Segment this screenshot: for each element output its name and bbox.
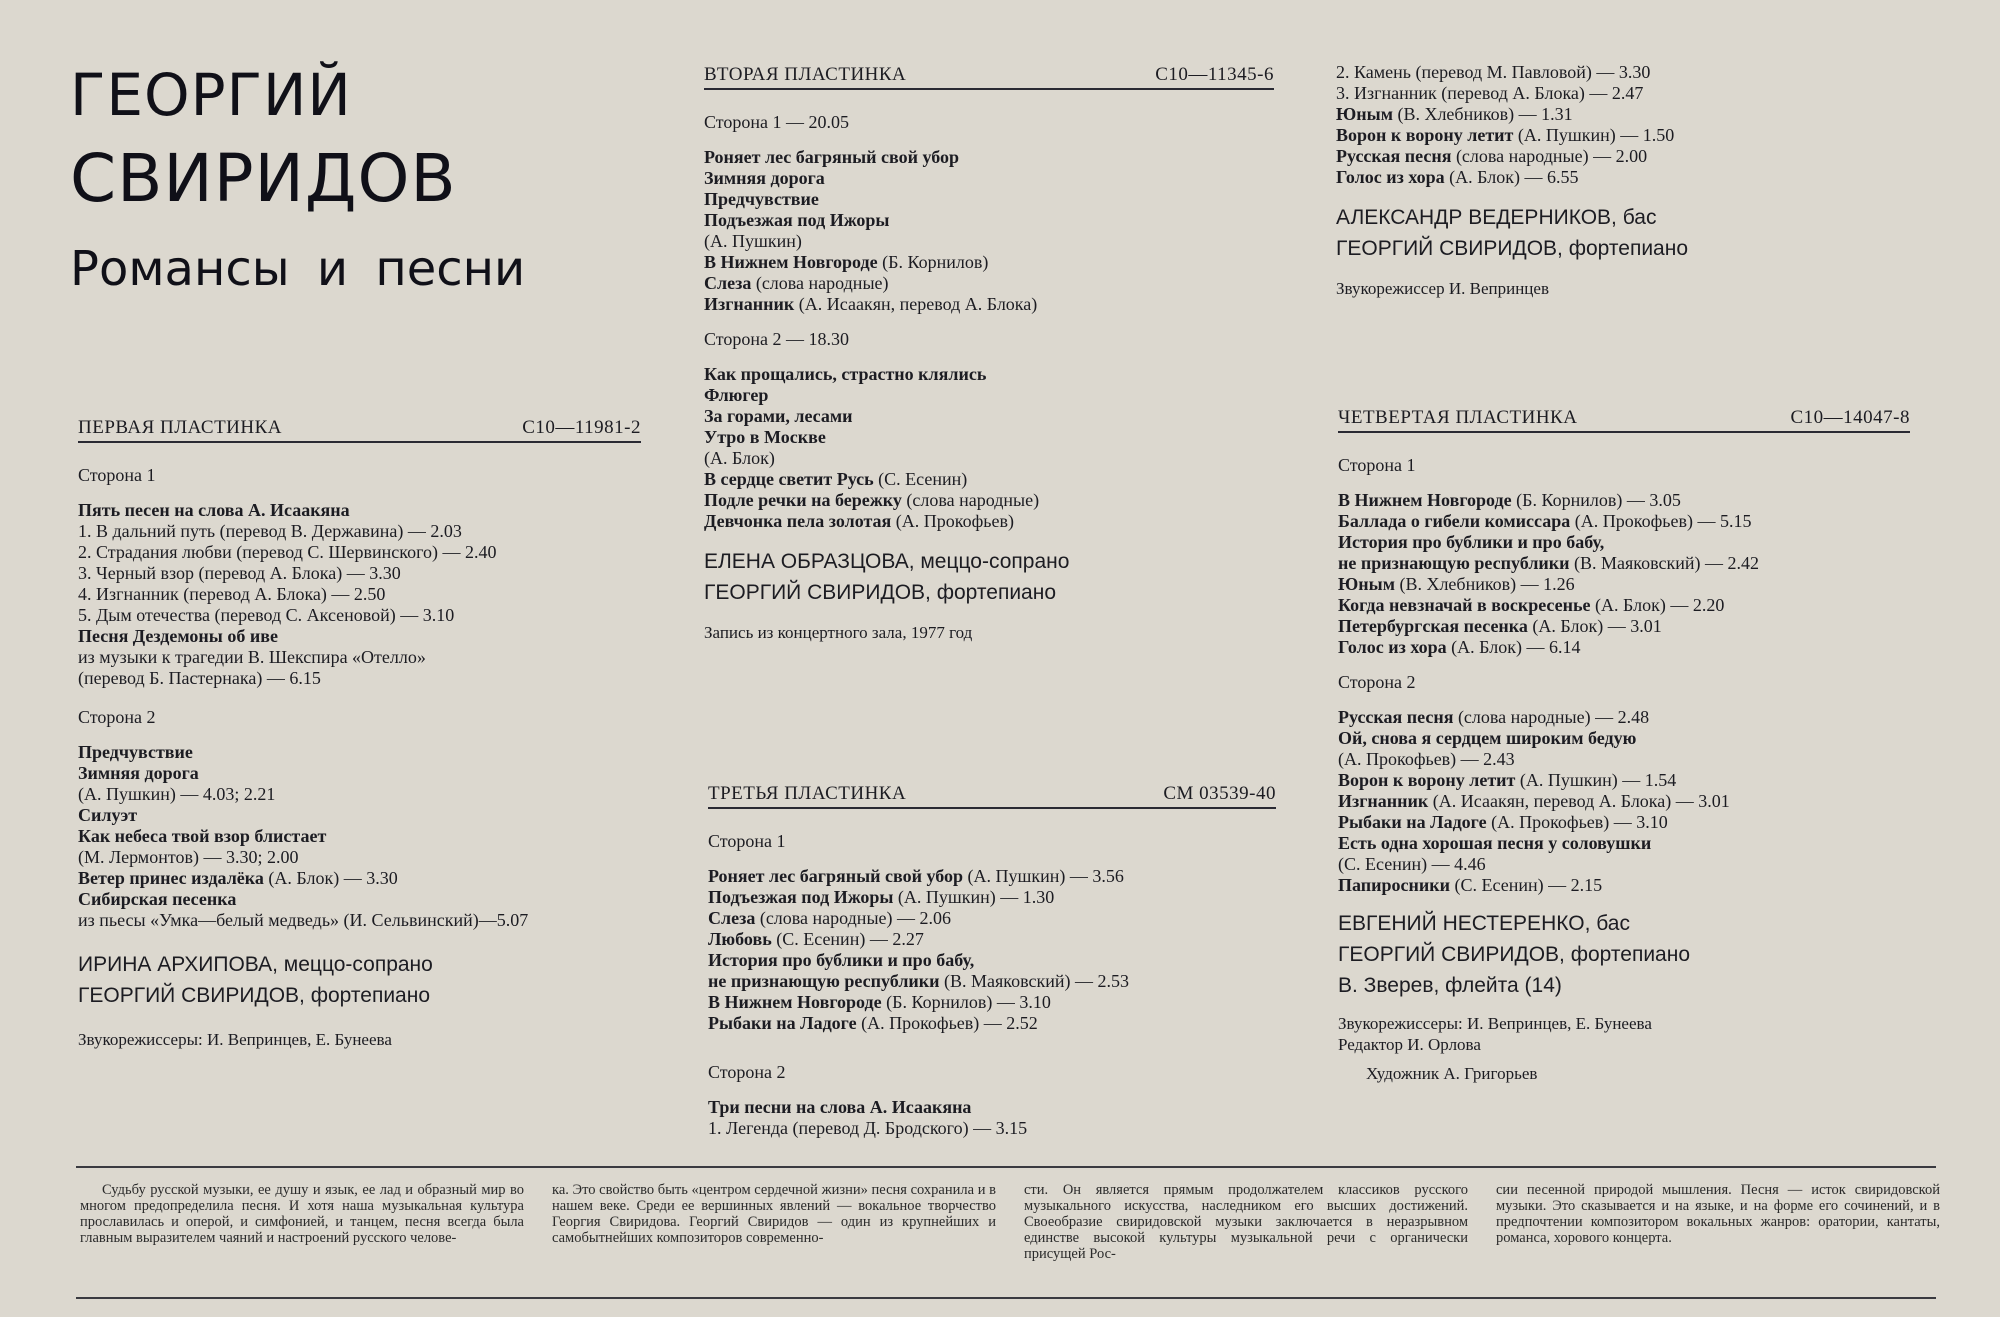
track-title: Сибирская песенка [78, 889, 237, 909]
track-details: (А. Блок) — 3.30 [263, 868, 398, 888]
track-line [708, 929, 1276, 950]
track-title: Папиросники [1338, 875, 1450, 895]
track-details: (слова народные) — 2.00 [1451, 146, 1648, 166]
track-line [78, 668, 641, 689]
track-details: из пьесы «Умка—белый медведь» (И. Сельвинский)—5.07 [78, 910, 529, 930]
track-title: Зимняя дорога [704, 168, 825, 188]
side-1-tracklist [78, 500, 641, 689]
track-title: Русская песня [1338, 707, 1454, 727]
track-line [78, 868, 641, 889]
track-title: Изгнанник [704, 294, 795, 314]
track-title: Флюгер [704, 385, 769, 405]
track-line [1338, 553, 1910, 574]
performer-role: , фортепиано [925, 581, 1057, 604]
track-line [78, 605, 641, 626]
track-line [1338, 574, 1910, 595]
track-line [1338, 637, 1910, 658]
track-line [704, 147, 1274, 168]
track-line [78, 784, 641, 805]
disc-label: ПЕРВАЯ ПЛАСТИНКА [78, 417, 283, 438]
track-line [704, 448, 1274, 469]
track-title: Силуэт [78, 805, 138, 825]
track-details: (А. Прокофьев) [891, 511, 1014, 531]
performers [1336, 202, 1916, 264]
track-title: Ветер принес издалёка [78, 868, 264, 888]
track-line [708, 866, 1276, 887]
performer-name: ГЕОРГИЙ СВИРИДОВ [78, 984, 300, 1007]
performer-role: , бас [1611, 206, 1657, 229]
track-title: не признающую республики [1338, 553, 1570, 573]
track-title: Предчувствие [704, 189, 819, 209]
track-line [708, 971, 1276, 992]
track-line [78, 889, 641, 910]
track-line [1338, 595, 1910, 616]
track-title: Юным [1338, 574, 1395, 594]
track-line [708, 908, 1276, 929]
side-2-tracklist [1338, 707, 1910, 896]
track-title: Петербургская песенка [1338, 616, 1528, 636]
track-title: Юным [1336, 104, 1393, 124]
track-details: (А. Пушкин) — 4.03; 2.21 [78, 784, 276, 804]
track-title: Ворон к ворону летит [1338, 770, 1516, 790]
track-details: (С. Есенин) — 2.27 [771, 929, 924, 949]
catalog-number: С10—11981-2 [522, 417, 641, 438]
track-line [708, 992, 1276, 1013]
track-details: (А. Блок) — 2.20 [1590, 595, 1725, 615]
performer-name: ИРИНА АРХИПОВА [78, 953, 273, 976]
disc-label: ТРЕТЬЯ ПЛАСТИНКА [708, 783, 907, 804]
track-title: Роняет лес багряный свой убор [708, 866, 963, 886]
disc-label: ВТОРАЯ ПЛАСТИНКА [704, 64, 907, 85]
track-title: Изгнанник [1338, 791, 1429, 811]
track-line [708, 1013, 1276, 1034]
track-line [1338, 875, 1910, 896]
essay-column-3: сти. Он является прямым продолжателем классиков русского музыкального искусства, наследником его высших достижений. Своеобразие свиридовской музыки заключается в неразрывном единстве высокой культуры музыкальной речи с органически присущей Рос- [1024, 1182, 1468, 1262]
track-details: (слова народные) — 2.48 [1453, 707, 1650, 727]
track-details: 2. Камень (перевод М. Павловой) — 3.30 [1336, 62, 1651, 82]
track-line [1336, 167, 1916, 188]
track-line [704, 385, 1274, 406]
track-line [704, 294, 1274, 315]
side-1-tracklist [704, 147, 1274, 315]
track-title: Голос из хора [1336, 167, 1445, 187]
track-details: 2. Страдания любви (перевод С. Шервинского) — 2.40 [78, 542, 497, 562]
track-line [1338, 707, 1910, 728]
track-details: 3. Изгнанник (перевод А. Блока) — 2.47 [1336, 83, 1644, 103]
side-2-tracklist [78, 742, 641, 931]
performer-role: , меццо-сопрано [908, 550, 1070, 573]
track-details: (А. Блок) — 6.14 [1446, 637, 1581, 657]
track-title: Рыбаки на Ладоге [1338, 812, 1487, 832]
track-line [704, 490, 1274, 511]
track-line [708, 950, 1276, 971]
track-line [1338, 616, 1910, 637]
track-line [1338, 749, 1910, 770]
performer-name: ГЕОРГИЙ СВИРИДОВ [704, 581, 926, 604]
track-line [1338, 812, 1910, 833]
track-title: Есть одна хорошая песня у соловушки [1338, 833, 1652, 853]
side-2-label: Сторона 2 [78, 707, 156, 727]
track-title: История про бублики и про бабу, [708, 950, 975, 970]
side-1-label: Сторона 1 [1338, 455, 1416, 475]
track-details: (А. Пушкин) — 1.50 [1513, 125, 1675, 145]
track-line [1338, 833, 1910, 854]
track-line [78, 584, 641, 605]
track-title: Слеза [708, 908, 756, 928]
track-line [78, 500, 641, 521]
track-line [78, 763, 641, 784]
track-line [704, 511, 1274, 532]
performers [1338, 908, 1910, 1001]
track-line [704, 427, 1274, 448]
track-details: (А. Прокофьев) — 5.15 [1570, 511, 1752, 531]
performer-name: ЕВГЕНИЙ НЕСТЕРЕНКО [1338, 912, 1585, 935]
side-1-label: Сторона 1 — 20.05 [704, 112, 850, 132]
disc-2-section [704, 64, 1274, 643]
track-details: (А. Пушкин) — 1.30 [893, 887, 1055, 907]
track-line [704, 210, 1274, 231]
performer-role: , фортепиано [1559, 943, 1691, 966]
track-title: В Нижнем Новгороде [704, 252, 878, 272]
track-line [1338, 511, 1910, 532]
track-details: (Б. Корнилов) — 3.10 [881, 992, 1051, 1012]
essay-bottom-rule [76, 1297, 1936, 1299]
track-details: (А. Пушкин) — 3.56 [963, 866, 1124, 886]
disc-3-continued [1336, 62, 1916, 299]
track-title: Подъезжая под Ижоры [704, 210, 890, 230]
performers [78, 949, 641, 1011]
performer-role: , фортепиано [299, 984, 431, 1007]
track-details: (В. Хлебников) — 1.31 [1392, 104, 1573, 124]
disc-2-header [704, 64, 1274, 90]
track-details: (А. Прокофьев) — 2.43 [1338, 749, 1515, 769]
disc-1-header [78, 417, 641, 443]
track-line [1336, 104, 1916, 125]
performer-role: , меццо-сопрано [272, 953, 433, 976]
track-details: (слова народные) [901, 490, 1040, 510]
track-line [78, 847, 641, 868]
track-title: Когда невзначай в воскресенье [1338, 595, 1591, 615]
album-title: Романсы и песни [70, 241, 526, 297]
performers [704, 546, 1274, 608]
track-title: Любовь [708, 929, 772, 949]
track-line [1338, 854, 1910, 875]
credits [1338, 1013, 1910, 1084]
track-details: (перевод Б. Пастернака) — 6.15 [78, 668, 321, 688]
track-title: Русская песня [1336, 146, 1452, 166]
side-2-tracklist-part-1 [708, 1097, 1276, 1139]
essay-column-2: ка. Это свойство быть «центром сердечной жизни» песня сохранила и в нашем веке. Среди ее вершинных явлений — вокальное творчество Георгия Свиридова. Георгий Свиридов — один из крупнейших и самобытнейших композиторов современно- [552, 1182, 996, 1246]
track-title: Песня Дездемоны об иве [78, 626, 278, 646]
composer-first-name: ГЕОРГИЙ [70, 61, 352, 129]
side-1-tracklist [1338, 490, 1910, 658]
track-line [704, 168, 1274, 189]
track-details: 4. Изгнанник (перевод А. Блока) — 2.50 [78, 584, 386, 604]
track-line [1338, 728, 1910, 749]
track-title: Подъезжая под Ижоры [708, 887, 894, 907]
track-line [1336, 62, 1916, 83]
track-details: (В. Хлебников) — 1.26 [1394, 574, 1575, 594]
performer-name: АЛЕКСАНДР ВЕДЕРНИКОВ [1336, 206, 1612, 229]
track-title: Ой, снова я сердцем широким бедую [1338, 728, 1637, 748]
track-title: Ворон к ворону летит [1336, 125, 1514, 145]
track-line [1338, 791, 1910, 812]
side-2-tracklist [704, 364, 1274, 532]
artist-credit: Художник А. Григорьев [1366, 1064, 1538, 1083]
track-line [708, 887, 1276, 908]
editor-credit: Редактор И. Орлова [1338, 1035, 1481, 1054]
track-details: из музыки к трагедии В. Шекспира «Отелло» [78, 647, 426, 667]
track-line [78, 826, 641, 847]
track-line [78, 805, 641, 826]
track-line [78, 521, 641, 542]
track-line [78, 742, 641, 763]
track-details: (А. Прокофьев) — 2.52 [856, 1013, 1038, 1033]
track-line [704, 364, 1274, 385]
track-title: В Нижнем Новгороде [708, 992, 882, 1012]
side-2-label: Сторона 2 [708, 1062, 786, 1082]
side-2-tracklist-part-2 [1336, 62, 1916, 188]
side-1-label: Сторона 1 [78, 465, 156, 485]
recording-note: Запись из концертного зала, 1977 год [704, 623, 973, 642]
track-details: (Б. Корнилов) — 3.05 [1511, 490, 1681, 510]
track-title: За горами, лесами [704, 406, 853, 426]
track-details: (слова народные) — 2.06 [755, 908, 952, 928]
track-line [708, 1118, 1276, 1139]
side-2-label: Сторона 2 [1338, 672, 1416, 692]
track-title: Зимняя дорога [78, 763, 199, 783]
track-line [78, 910, 641, 931]
track-title: Роняет лес багряный свой убор [704, 147, 959, 167]
track-details: (С. Есенин) [873, 469, 968, 489]
track-details: (М. Лермонтов) — 3.30; 2.00 [78, 847, 299, 867]
track-details: (А. Прокофьев) — 3.10 [1486, 812, 1668, 832]
flute-performer: В. Зверев, флейта (14) [1338, 974, 1562, 997]
track-title: Утро в Москве [704, 427, 826, 447]
track-title: В Нижнем Новгороде [1338, 490, 1512, 510]
disc-label: ЧЕТВЕРТАЯ ПЛАСТИНКА [1338, 407, 1578, 428]
side-1-tracklist [708, 866, 1276, 1034]
sound-engineers-credit: Звукорежиссеры: И. Вепринцев, Е. Бунеева [78, 1030, 392, 1049]
track-details: (А. Исаакян, перевод А. Блока) — 3.01 [1428, 791, 1730, 811]
disc-3-section [708, 783, 1276, 1034]
liner-notes-essay [80, 1182, 1940, 1262]
track-title: Девчонка пела золотая [704, 511, 892, 531]
side-1-label: Сторона 1 [708, 831, 786, 851]
performer-name: ЕЛЕНА ОБРАЗЦОВА [704, 550, 909, 573]
track-line [704, 189, 1274, 210]
disc-4-section [1338, 407, 1910, 1084]
track-line [1338, 770, 1910, 791]
track-line [1338, 490, 1910, 511]
track-line [704, 252, 1274, 273]
performer-name: ГЕОРГИЙ СВИРИДОВ [1336, 237, 1558, 260]
track-title: Рыбаки на Ладоге [708, 1013, 857, 1033]
album-title-block [70, 62, 525, 300]
catalog-number: СМ 03539-40 [1163, 783, 1276, 804]
track-title: Пять песен на слова А. Исаакяна [78, 500, 350, 520]
track-title: Как небеса твой взор блистает [78, 826, 327, 846]
track-details: (А. Исаакян, перевод А. Блока) [794, 294, 1038, 314]
track-details: (В. Маяковский) — 2.53 [939, 971, 1130, 991]
track-title: Как прощались, страстно клялись [704, 364, 987, 384]
track-line [1336, 146, 1916, 167]
track-line [78, 563, 641, 584]
sound-engineers-credit: Звукорежиссеры: И. Вепринцев, Е. Бунеева [1338, 1014, 1652, 1033]
track-title: Подле речки на бережку [704, 490, 902, 510]
track-details: (А. Пушкин) — 1.54 [1515, 770, 1677, 790]
track-line [704, 273, 1274, 294]
sound-engineer-credit: Звукорежиссер И. Вепринцев [1336, 279, 1549, 298]
track-line [78, 542, 641, 563]
track-title: В сердце светит Русь [704, 469, 874, 489]
track-details: (С. Есенин) — 4.46 [1338, 854, 1486, 874]
track-line [708, 1097, 1276, 1118]
essay-column-4: сии песенной природой мышления. Песня — исток свиридовской музыки. Это сказывается и на языке, и на форме его сочинений, и в предпочтении композитором вокальных жанров: оратории, кантаты, романса, хорового концерта. [1496, 1182, 1940, 1246]
track-line [704, 406, 1274, 427]
performer-role: , фортепиано [1557, 237, 1689, 260]
performer-role: , бас [1584, 912, 1630, 935]
track-title: не признающую республики [708, 971, 940, 991]
track-details: (А. Блок) — 3.01 [1527, 616, 1662, 636]
track-details: 1. В дальний путь (перевод В. Державина) — 2.03 [78, 521, 462, 541]
track-details: 5. Дым отечества (перевод С. Аксеновой) — 3.10 [78, 605, 455, 625]
track-details: 1. Легенда (перевод Д. Бродского) — 3.15 [708, 1118, 1028, 1138]
track-details: (В. Маяковский) — 2.42 [1569, 553, 1760, 573]
track-details: (А. Пушкин) [704, 231, 802, 251]
essay-column-1: Судьбу русской музыки, ее душу и язык, ее лад и образный мир во многом предопределила песня. И хотя наша музыкальная культура прославилась и оперой, и симфонией, и танцем, песня всегда была главным выразителем чаяний и настроений русского челове- [80, 1182, 524, 1246]
composer-last-name: СВИРИДОВ [70, 140, 457, 217]
track-line [704, 469, 1274, 490]
catalog-number: С10—11345-6 [1155, 64, 1274, 85]
disc-4-header [1338, 407, 1910, 433]
disc-3-header [708, 783, 1276, 809]
side-2-label: Сторона 2 — 18.30 [704, 329, 850, 349]
track-line [1338, 532, 1910, 553]
track-title: Баллада о гибели комиссара [1338, 511, 1571, 531]
track-line [1336, 125, 1916, 146]
performer-name: ГЕОРГИЙ СВИРИДОВ [1338, 943, 1560, 966]
track-details: (С. Есенин) — 2.15 [1450, 875, 1603, 895]
track-line [1336, 83, 1916, 104]
track-line [704, 231, 1274, 252]
track-title: Слеза [704, 273, 752, 293]
track-title: История про бублики и про бабу, [1338, 532, 1605, 552]
track-details: (Б. Корнилов) [877, 252, 989, 272]
track-details: (слова народные) [751, 273, 889, 293]
track-title: Голос из хора [1338, 637, 1447, 657]
track-line [78, 626, 641, 647]
track-details: 3. Черный взор (перевод А. Блока) — 3.30 [78, 563, 401, 583]
track-title: Три песни на слова А. Исаакяна [708, 1097, 972, 1117]
disc-3-side-2-section [708, 1062, 1276, 1139]
track-details: (А. Блок) [704, 448, 775, 468]
track-line [78, 647, 641, 668]
disc-1-section [78, 417, 641, 1050]
catalog-number: С10—14047-8 [1790, 407, 1910, 428]
essay-top-rule [76, 1166, 1936, 1168]
track-details: (А. Блок) — 6.55 [1444, 167, 1579, 187]
track-title: Предчувствие [78, 742, 193, 762]
